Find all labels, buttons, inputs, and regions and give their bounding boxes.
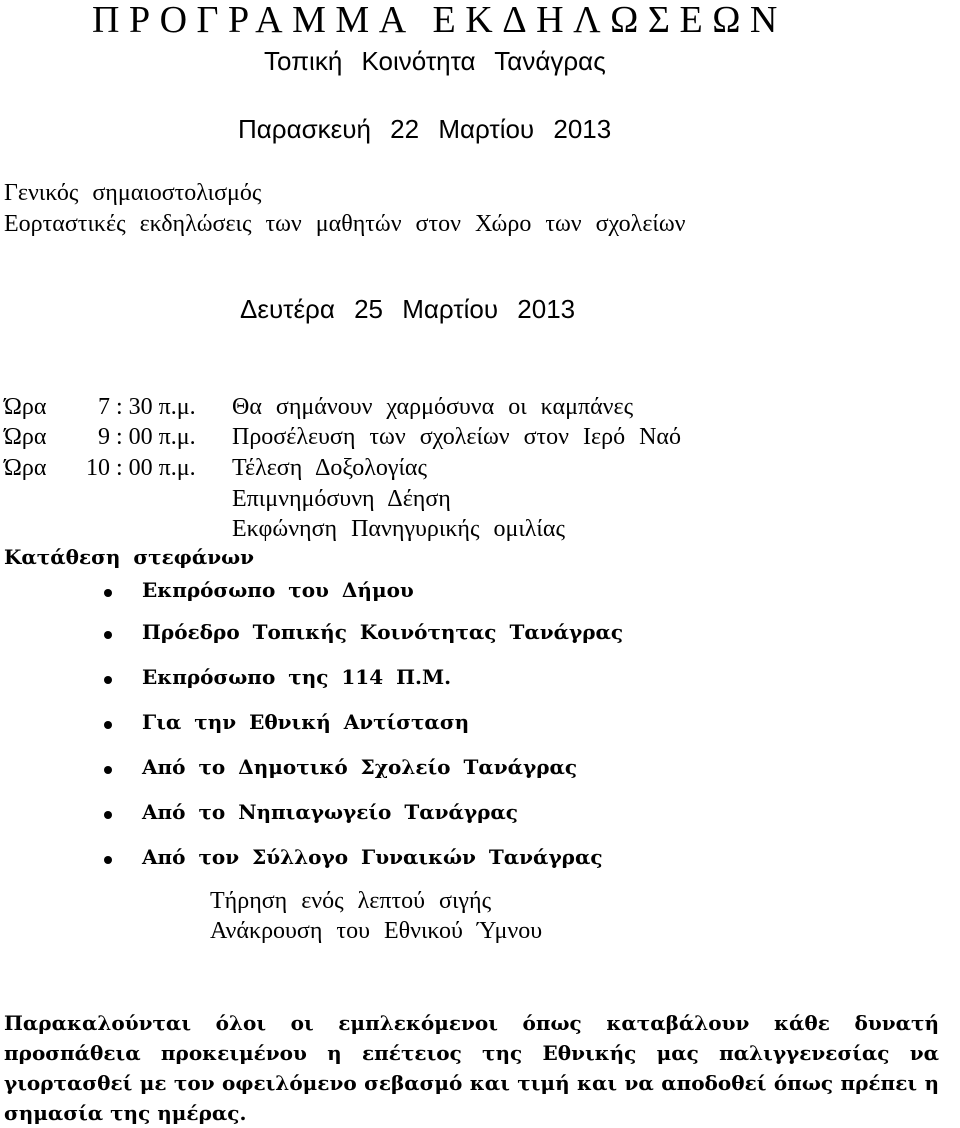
page-title: ΠΡΟΓΡΑΜΜΑ ΕΚΔΗΛΩΣΕΩΝ [92,0,787,41]
list-item: Από τον Σύλλογο Γυναικών Τανάγρας [142,845,603,869]
schedule-label: Ώρα [4,455,47,481]
schedule-label: Ώρα [4,424,47,450]
schedule-time: 7 : 30 π.μ. [98,394,196,420]
bullet-icon [104,766,112,774]
list-item: Εκπρόσωπο της 114 Π.Μ. [142,665,452,689]
day1-date: Παρασκευή 22 Μαρτίου 2013 [238,114,612,144]
community-name: Τοπική Κοινότητα Τανάγρας [264,46,606,76]
closing-line: Ανάκρουση του Εθνικού Ύμνου [210,918,543,944]
schedule-time: 9 : 00 π.μ. [98,424,196,450]
day1-line: Εορταστικές εκδηλώσεις των μαθητών στον Χώρο των σχολείων [4,211,686,237]
day2-date: Δευτέρα 25 Μαρτίου 2013 [240,294,576,324]
schedule-time: 10 : 00 π.μ. [86,455,196,481]
bullet-icon [104,856,112,864]
bullet-icon [104,811,112,819]
bullet-icon [104,631,112,639]
schedule-event: Προσέλευση των σχολείων στον Ιερό Ναό [232,424,681,450]
closing-line: Τήρηση ενός λεπτού σιγής [210,888,492,914]
bullet-icon [104,676,112,684]
footer-note: Παρακαλούνται όλοι οι εμπλεκόμενοι όπως καταβάλουν κάθε δυνατή προσπάθεια προκειμένου η επέτειος της Εθνικής μας παλιγγενεσίας να γιορτασθεί με τον οφειλόμενο σεβασμό και τιμή και να αποδοθεί όπως πρέπει η σημασία της ημέρας. [4,1011,939,1125]
list-item: Από το Νηπιαγωγείο Τανάγρας [142,800,518,824]
list-item: Για την Εθνική Αντίσταση [142,710,470,734]
wreath-heading: Κατάθεση στεφάνων [4,545,255,569]
day1-line: Γενικός σημαιοστολισμός [4,180,262,206]
list-item: Εκπρόσωπο του Δήμου [142,578,414,602]
ceremony-line: Εκφώνηση Πανηγυρικής ομιλίας [232,516,565,542]
schedule-event: Τέλεση Δοξολογίας [232,455,427,481]
schedule-event: Θα σημάνουν χαρμόσυνα οι καμπάνες [232,394,634,420]
list-item: Πρόεδρο Τοπικής Κοινότητας Τανάγρας [142,620,624,644]
list-item: Από το Δημοτικό Σχολείο Τανάγρας [142,755,578,779]
schedule-label: Ώρα [4,394,47,420]
bullet-icon [104,721,112,729]
bullet-icon [104,589,112,597]
ceremony-line: Επιμνημόσυνη Δέηση [232,486,451,512]
